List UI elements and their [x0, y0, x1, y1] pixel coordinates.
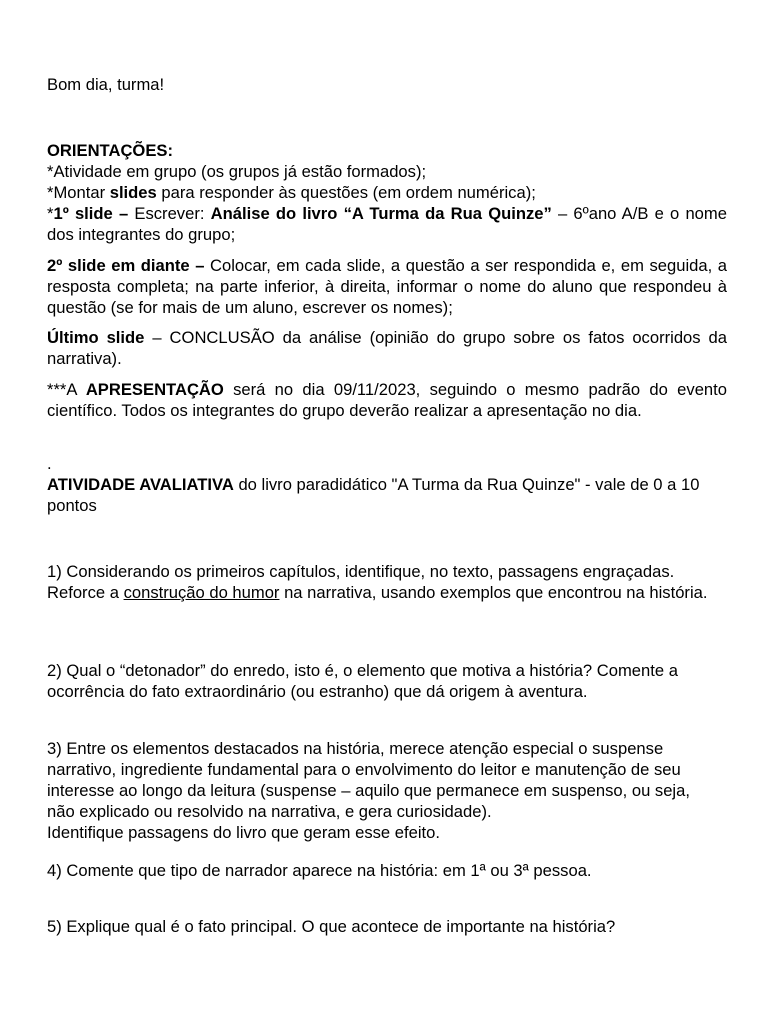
dot-line [47, 453, 727, 474]
line3-mid: Escrever: [128, 204, 211, 223]
orientacoes-line-3 [47, 203, 727, 245]
ultimo-slide-paragraph [47, 327, 727, 369]
atividade-text: do livro paradidático "A Turma da Rua Quinze" - vale de 0 a 10 pontos [47, 475, 700, 515]
greeting [47, 74, 727, 95]
apresentacao-pre: ***A [47, 380, 86, 399]
line3-bold-2: Análise do livro “A Turma da Rua Quinze” [210, 204, 552, 223]
orientacoes-line-1: *Atividade em grupo (os grupos já estão formados); [47, 162, 427, 181]
line3-star: * [47, 204, 54, 223]
q1-post: na narrativa, usando exemplos que encontrou na história. [279, 583, 708, 602]
line2-bold: slides [109, 183, 157, 202]
question-3 [47, 738, 719, 843]
dot-text: . [47, 454, 52, 473]
orientacoes-line-2 [47, 182, 727, 203]
orientacoes-section [47, 140, 727, 245]
q1-pre: 1) Considerando os primeiros capítulos, identifique, no texto, passagens engraçadas. Reforce a [47, 562, 675, 602]
question-2 [47, 660, 723, 702]
q3-text: 3) Entre os elementos destacados na história, merece atenção especial o suspense narrativo, ingrediente fundamental para o envolvimento do leitor e manutenção de seu interesse ao longo da leitura (suspense – aquilo que permanece em suspenso, ou seja, não explicado ou resolvido na narrativa, e gera curiosidade). [47, 739, 690, 821]
slide2-paragraph [47, 255, 727, 318]
question-5 [47, 916, 727, 937]
apresentacao-text: será no dia 09/11/2023, seguindo o mesmo padrão do evento científico. Todos os integrantes do grupo deverão realizar a apresentação no dia. [47, 380, 727, 420]
line3-post: – 6ºano A/B e o nome dos integrantes do grupo; [47, 204, 727, 244]
line3-bold-1: 1º slide – [53, 204, 129, 223]
apresentacao-paragraph [47, 379, 727, 421]
line2-post: para responder às questões (em ordem numérica); [156, 183, 536, 202]
q1-underline: construção do humor [123, 583, 280, 602]
atividade-paragraph [47, 474, 723, 516]
q5-text: 5) Explique qual é o fato principal. O que acontece de importante na história? [47, 917, 616, 936]
orientacoes-heading-text: ORIENTAÇÕES: [47, 141, 173, 160]
line2-pre: *Montar [47, 183, 110, 202]
slide2-text: Colocar, em cada slide, a questão a ser respondida e, em seguida, a resposta completa; na parte inferior, à direita, informar o nome do aluno que respondeu à questão (se for mais de um aluno, escrever os nomes); [47, 256, 727, 317]
q2-text: 2) Qual o “detonador” do enredo, isto é, o elemento que motiva a história? Comente a ocorrência do fato extraordinário (ou estranho) que dá origem à aventura. [47, 661, 678, 701]
q3-line-2: Identifique passagens do livro que geram esse efeito. [47, 823, 440, 842]
orientacoes-heading [47, 140, 727, 161]
question-4 [47, 860, 727, 881]
ultimo-bold: Último slide [47, 328, 145, 347]
question-1 [47, 561, 712, 603]
apresentacao-bold: APRESENTAÇÃO [85, 380, 224, 399]
greeting-text: Bom dia, turma! [47, 75, 165, 94]
slide2-bold: 2º slide em diante – [47, 256, 205, 275]
atividade-bold: ATIVIDADE AVALIATIVA [47, 475, 234, 494]
ultimo-text: – CONCLUSÃO da análise (opinião do grupo sobre os fatos ocorridos da narrativa). [47, 328, 727, 368]
q4-text: 4) Comente que tipo de narrador aparece na história: em 1ª ou 3ª pessoa. [47, 861, 592, 880]
